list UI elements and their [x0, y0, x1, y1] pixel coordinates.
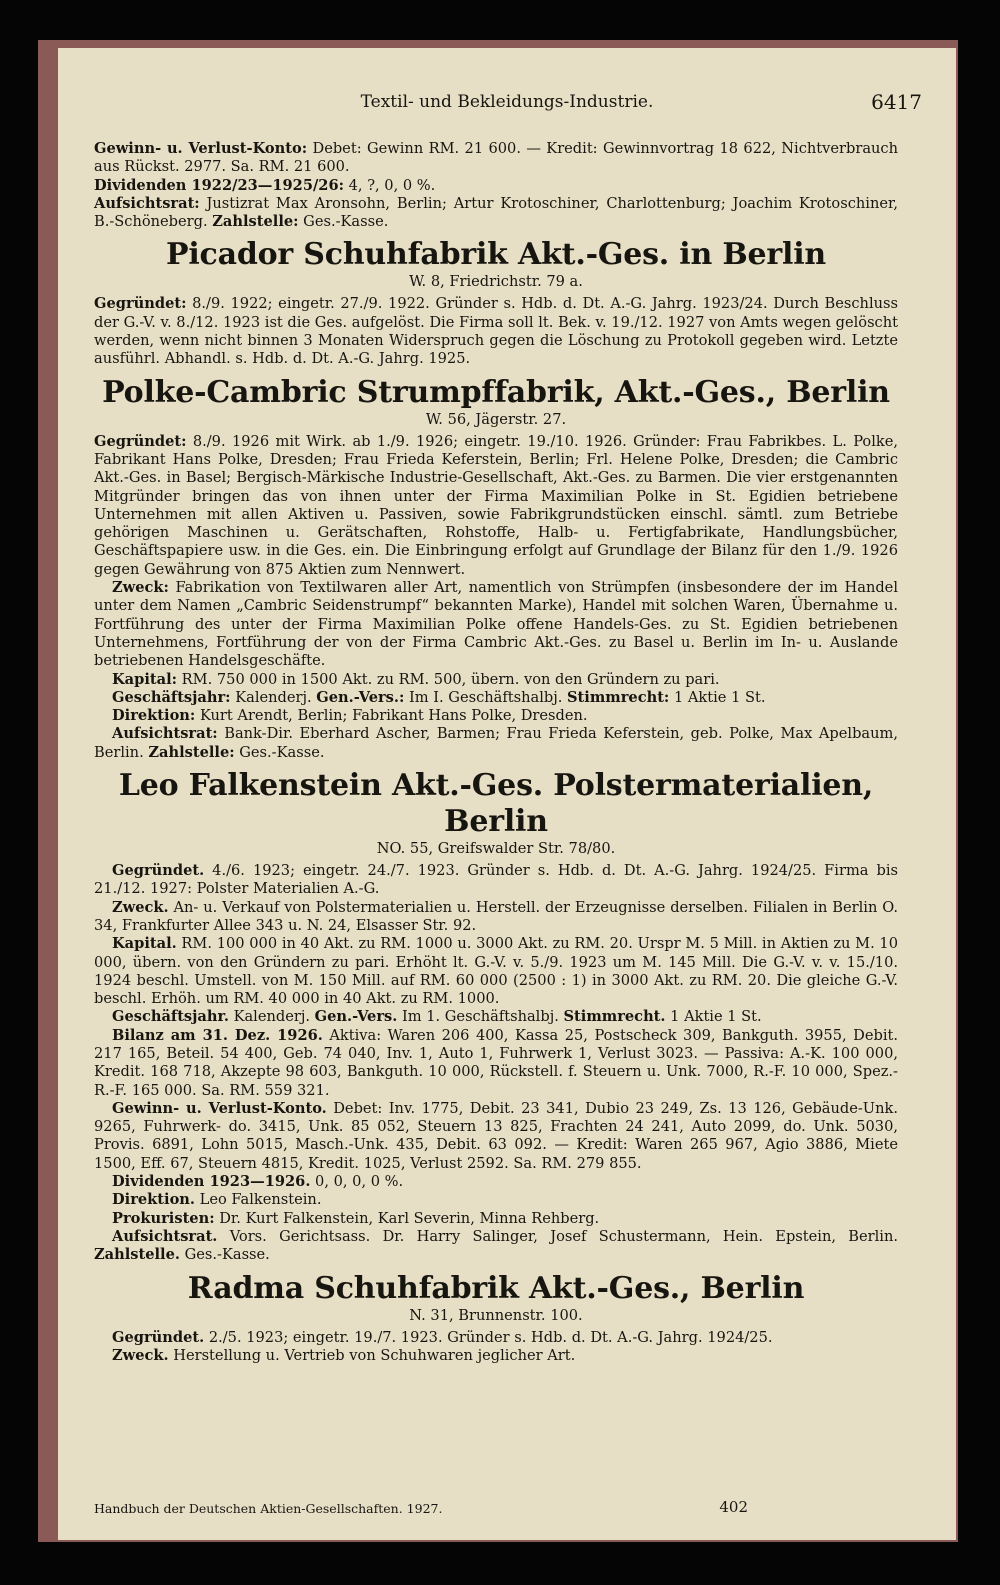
entry-paragraph: Zweck. Herstellung u. Vertrieb von Schuhwaren jeglicher Art. — [112, 1346, 576, 1364]
entry-paragraph: Gegründet: 8./9. 1922; eingetr. 27./9. 1922. Gründer s. Hdb. d. Dt. A.-G. Jahrg. 1923/24. Durch Beschluss der G.-V. v. 8./12. 1923 ist die Ges. aufgelöst. Die Firma soll lt. Bek. v. 19./12. 1927 von Amts wegen gelöscht werden, wenn nicht binnen 3 Monaten Widerspruch gegen die Löschung zu Protokoll gegeben wird. Letzte ausführl. Abhandl. s. Hdb. d. Dt. A.-G. Jahrg. 1925. — [94, 295, 898, 368]
entry-paragraph: Aufsichtsrat: Justizrat Max Aronsohn, Berlin; Artur Krotoschiner, Charlottenburg; Joachim Krotoschiner, B.-Schöneberg. Zahlstelle: Ges.-Kasse. — [94, 194, 898, 231]
entry-paragraph: Dividenden 1923—1926. 0, 0, 0, 0 %. — [112, 1173, 404, 1191]
entry-paragraph: Geschäftsjahr: Kalenderj. Gen.-Vers.: Im I. Geschäftshalbj. Stimmrecht: 1 Aktie 1 St. — [112, 688, 766, 706]
entry-paragraph: Gegründet. 4./6. 1923; eingetr. 24./7. 1923. Gründer s. Hdb. d. Dt. A.-G. Jahrg. 1924/25. Firma bis 21./12. 1927: Polster Materialien A.-G. — [94, 862, 898, 898]
entry-paragraph: Dividenden 1922/23—1925/26: 4, ?, 0, 0 %. — [94, 176, 436, 194]
entry-paragraph: Gewinn- u. Verlust-Konto: Debet: Gewinn RM. 21 600. — Kredit: Gewinnvortrag 18 622, Nichtverbrauch aus Rückst. 2977. Sa. RM. 21 600. — [94, 140, 898, 176]
footer-signature-number: 402 — [719, 1498, 748, 1516]
entry-paragraph: Prokuristen: Dr. Kurt Falkenstein, Karl Severin, Minna Rehberg. — [112, 1209, 600, 1227]
entry-paragraph: Geschäftsjahr. Kalenderj. Gen.-Vers. Im 1. Geschäftshalbj. Stimmrecht. 1 Aktie 1 St. — [112, 1008, 762, 1026]
company-heading: Polke-Cambric Strumpffabrik, Akt.-Ges., Berlin — [102, 374, 890, 410]
company-address: NO. 55, Greifswalder Str. 78/80. — [376, 840, 616, 858]
entry-paragraph: Gegründet: 8./9. 1926 mit Wirk. ab 1./9. 1926; eingetr. 19./10. 1926. Gründer: Frau Fabrikbes. L. Polke, Fabrikant Hans Polke, Dresden; Frau Frieda Keferstein, Berlin; Frl. Helene Polke, Dresden; die Cambric Akt.-Ges. in Basel; Bergisch-Märkische Industrie-Gesellschaft, Akt.-Ges. zu Barmen. Die vier erstgenannten Mitgründer bringen das von ihnen unter der Firma Maximilian Polke in St. Egidien betriebene Unternehmen mit allen Aktiven u. Passiven, sowie Fabrikgrundstücken einschl. sämtl. zum Betriebe gehörigen Maschinen u. Gerätschaften, Rohstoffe, Halb- u. Fertigfabrikate, Handlungsbücher, Geschäftspapiere usw. in die Ges. ein. Die Einbringung erfolgt auf Grundlage der Bilanz für den 1./9. 1926 gegen Gewährung von 875 Aktien zum Nennwert. — [94, 432, 898, 578]
page-header — [58, 92, 956, 118]
footer-publication: Handbuch der Deutschen Aktien-Gesellschaften. 1927. — [94, 1501, 443, 1516]
entry-paragraph: Kapital. RM. 100 000 in 40 Akt. zu RM. 1000 u. 3000 Akt. zu RM. 20. Urspr M. 5 Mill. in Aktien zu M. 10 000, übern. von den Gründern zu pari. Erhöht lt. G.-V. v. 5./9. 1923 um M. 145 Mill. Die G.-V. v. v. 15./10. 1924 beschl. Umstell. von M. 150 Mill. auf RM. 60 000 (2500 : 1) in 3000 Akt. zu RM. 20. Die gleiche G.-V. beschl. Erhöh. um RM. 40 000 in 40 Akt. zu RM. 1000. — [94, 935, 898, 1008]
entry-paragraph: Aufsichtsrat. Vors. Gerichtsass. Dr. Harry Salinger, Josef Schustermann, Hein. Epstein, Berlin. Zahlstelle. Ges.-Kasse. — [94, 1227, 898, 1264]
entry-paragraph: Direktion. Leo Falkenstein. — [112, 1191, 322, 1209]
book-page — [58, 48, 956, 1540]
page-footer — [94, 1496, 898, 1516]
entry-paragraph: Gewinn- u. Verlust-Konto. Debet: Inv. 1775, Debit. 23 341, Dubio 23 249, Zs. 13 126, Gebäude-Unk. 9265, Fuhrwerk- do. 3415, Unk. 85 052, Steuern 13 825, Frachten 24 241, Auto 2099, do. Unk. 5030, Provis. 6891, Lohn 5015, Masch.-Unk. 435, Debit. 63 092. — Kredit: Waren 265 967, Agio 3886, Miete 1500, Eff. 67, Steuern 4815, Kredit. 1025, Verlust 2592. Sa. RM. 279 855. — [94, 1099, 898, 1172]
company-address: N. 31, Brunnenstr. 100. — [409, 1306, 583, 1324]
entry-paragraph: Kapital: RM. 750 000 in 1500 Akt. zu RM. 500, übern. von den Gründern zu pari. — [112, 670, 720, 688]
company-address: W. 56, Jägerstr. 27. — [425, 410, 567, 428]
company-heading: Picador Schuhfabrik Akt.-Ges. in Berlin — [165, 237, 827, 273]
entry-paragraph: Gegründet. 2./5. 1923; eingetr. 19./7. 1923. Gründer s. Hdb. d. Dt. A.-G. Jahrg. 1924/25. — [112, 1328, 773, 1346]
page-body — [94, 140, 898, 1365]
page-number: 6417 — [871, 90, 922, 114]
company-heading: Leo Falkenstein Akt.-Ges. Polstermaterialien, Berlin — [118, 768, 874, 840]
company-heading: Radma Schuhfabrik Akt.-Ges., Berlin — [187, 1270, 805, 1306]
entry-paragraph: Zweck: Fabrikation von Textilwaren aller Art, namentlich von Strümpfen (insbesondere der im Handel unter dem Namen „Cambric Seidenstrumpf“ bekannten Marke), Handel mit solchen Waren, Übernahme u. Fortführung des unter der Firma Maximilian Polke offene Handels-Ges. zu St. Egidien betriebenen Unternehmens, Fortführung der von der Firma Cambric Akt.-Ges. zu Basel u. Berlin im In- u. Auslande betriebenen Handelsgeschäfte. — [94, 579, 898, 670]
company-address: W. 8, Friedrichstr. 79 a. — [409, 273, 583, 291]
entry-paragraph: Bilanz am 31. Dez. 1926. Aktiva: Waren 206 400, Kassa 25, Postscheck 309, Bankguth. 3955, Debit. 217 165, Beteil. 54 400, Geb. 74 040, Inv. 1, Auto 1, Fuhrwerk 1, Verlust 3023. — Passiva: A.-K. 100 000, Kredit. 168 718, Akzepte 98 603, Bankguth. 10 000, Rückstell. f. Steuern u. Unk. 7000, R.-F. 10 000, Spez.-R.-F. 165 000. Sa. RM. 559 321. — [94, 1026, 898, 1099]
entry-paragraph: Aufsichtsrat: Bank-Dir. Eberhard Ascher, Barmen; Frau Frieda Keferstein, geb. Polke, Max Apelbaum, Berlin. Zahlstelle: Ges.-Kasse. — [94, 725, 898, 761]
entry-paragraph: Zweck. An- u. Verkauf von Polstermaterialien u. Herstell. der Erzeugnisse derselben. Filialen in Berlin O. 34, Frankfurter Allee 343 u. N. 24, Elsasser Str. 92. — [94, 898, 898, 934]
running-title: Textil- und Bekleidungs-Industrie. — [360, 92, 654, 112]
entry-paragraph: Direktion: Kurt Arendt, Berlin; Fabrikant Hans Polke, Dresden. — [112, 707, 588, 725]
